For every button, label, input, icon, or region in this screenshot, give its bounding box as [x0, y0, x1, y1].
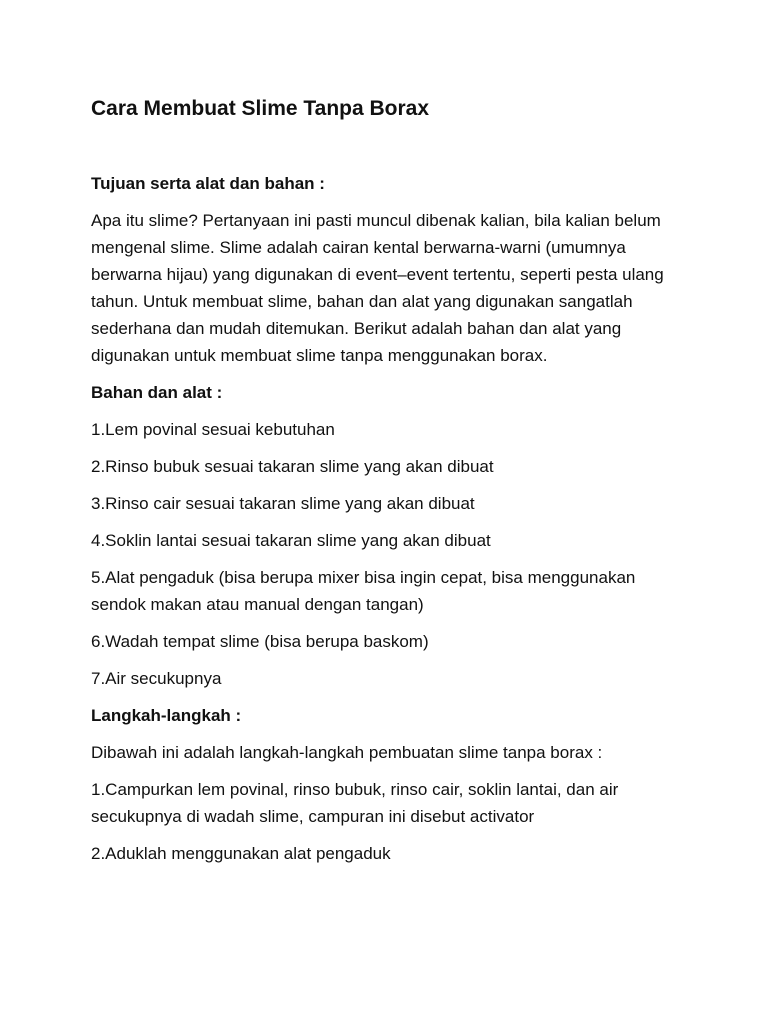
- list-item: 5.Alat pengaduk (bisa berupa mixer bisa ingin cepat, bisa menggunakan sendok makan atau manual dengan tangan): [91, 568, 636, 614]
- intro-paragraph: Apa itu slime? Pertanyaan ini pasti muncul dibenak kalian, bila kalian belum mengenal slime. Slime adalah cairan kental berwarna-warni (umumnya berwarna hijau) yang digunakan di event–event tertentu, seperti pesta ulang tahun. Untuk membuat slime, bahan dan alat yang digunakan sangatlah sederhana dan mudah ditemukan. Berikut adalah bahan dan alat yang digunakan untuk membuat slime tanpa menggunakan borax.: [91, 211, 664, 365]
- list-item: 7.Air secukupnya: [91, 669, 222, 688]
- document-title: Cara Membuat Slime Tanpa Borax: [91, 97, 430, 120]
- section-heading-langkah: Langkah-langkah :: [91, 706, 242, 725]
- list-item: 2.Rinso bubuk sesuai takaran slime yang akan dibuat: [91, 457, 494, 476]
- document-content: [91, 94, 691, 877]
- steps-intro: Dibawah ini adalah langkah-langkah pembuatan slime tanpa borax :: [91, 743, 603, 762]
- section-heading-bahan: Bahan dan alat :: [91, 383, 223, 402]
- step-item: 1.Campurkan lem povinal, rinso bubuk, rinso cair, soklin lantai, dan air secukupnya di wadah slime, campuran ini disebut activator: [91, 780, 619, 826]
- section-heading-tujuan: Tujuan serta alat dan bahan :: [91, 174, 325, 193]
- step-item: 2.Aduklah menggunakan alat pengaduk: [91, 844, 391, 863]
- list-item: 1.Lem povinal sesuai kebutuhan: [91, 420, 335, 439]
- list-item: 4.Soklin lantai sesuai takaran slime yang akan dibuat: [91, 531, 491, 550]
- list-item: 6.Wadah tempat slime (bisa berupa baskom): [91, 632, 429, 651]
- list-item: 3.Rinso cair sesuai takaran slime yang akan dibuat: [91, 494, 475, 513]
